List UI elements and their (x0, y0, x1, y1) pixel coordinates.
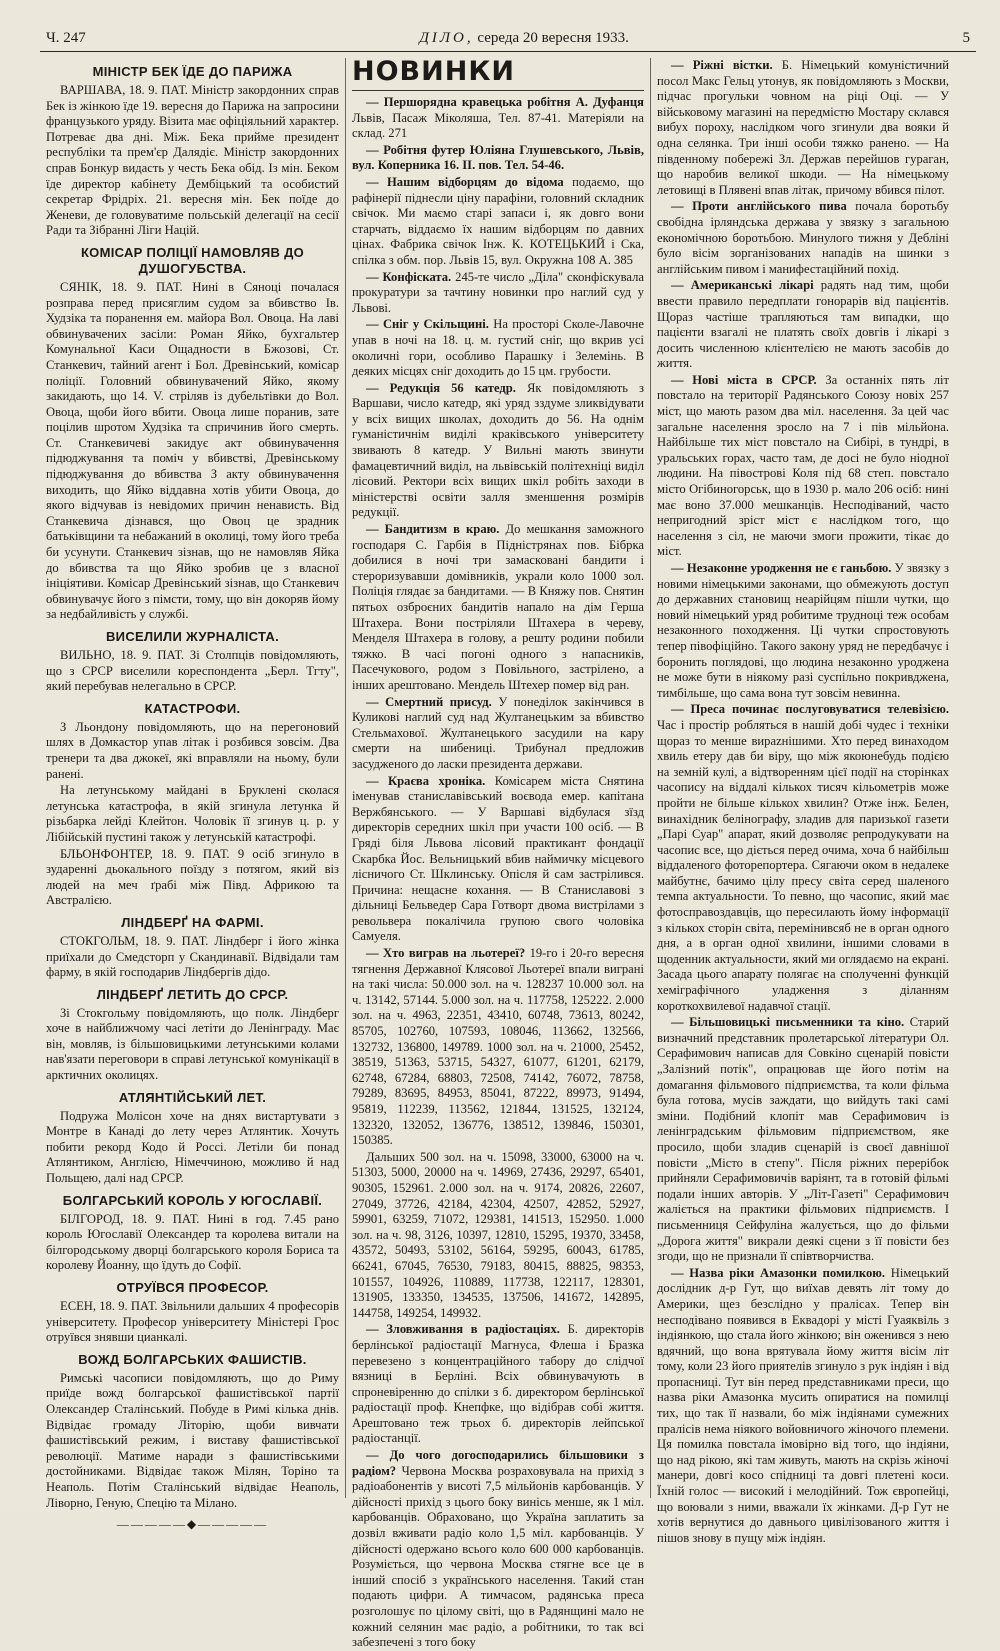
news-item-text: Старий визначний представник пролетарської літератури Ол. Серафимович написав для Совкіно сценарій повісти „Залізний потік", опрацював ще його потім на домагання фільмового підприємства, та коли фільма була готова, мусів заждати, що вийдуть такі самі зміни. Подібний клопіт мав Серафимович із ленінградським фільмовим підприємством, яке просило, щоби зладив сценарій із своєї давнішої повісти „Місто в степу". Після ріжних перерібок прийняли Серафимовичів варіянт, та в готовій фільмі подали інших авторів. У „Літ-Газеті" Серафимович жаліється на практики фільмових підприємств. І письменниця Сейфуліна жалується, що до фільми „Дорога життя" викрали деякі сцени з її повісти без згоди, що не признали її співтворчиства. (657, 1015, 950, 1264)
news-item-text: Дальших 500 зол. на ч. 15098, 33000, 63000 на ч. 51303, 5000, 20000 на ч. 14969, 27436, 29297, 65401, 90305, 152961. 2.000 зол. на ч. 9174, 20826, 22607, 27049, 37726, 42184, 42304, 42507, 42852, 52927, 59901, 63259, 71072, 129381, 141513, 152950. 1.000 зол. на ч. 98, 3126, 10397, 12810, 15295, 19370, 33458, 43572, 50493, 53102, 56164, 59295, 60043, 61785, 66241, 67045, 76530, 79183, 80415, 88825, 98353, 101557, 104926, 110889, 117738, 122117, 128301, 131905, 133350, 134535, 137506, 141672, 142895, 144758, 149254, 149932. (352, 1149, 644, 1320)
news-item-lead: — Редукція 56 катедр. (366, 380, 516, 395)
news-item (352, 270, 644, 317)
news-item-lead: — Нові міста в СРСР. (671, 372, 817, 387)
news-item-lead: — Незаконне уродження не є ганьбою. (671, 561, 892, 575)
news-item-text: подаємо, що рафінерії піднесли ціну парафіни, головний складник свічок. Ми маємо старі запаси і, як довго вони старчать, віддаємо їх нашим відборцям по давних цінах. Фабрика свічок Інж. К. КОТЕЦЬКИЙ і Ска, спілка з обм. пор. Львів 15, вул. Окружна 108 А. 385 (352, 174, 644, 267)
news-item-lead: — Нашим відборцям до відома (366, 174, 564, 189)
news-item-lead: — Краєва хроніка. (366, 773, 486, 788)
article-headline: БОЛГАРСЬКИЙ КОРОЛЬ У ЮГОСЛАВІЇ. (62, 1192, 323, 1208)
section-title-novynky: НОВИНКИ (352, 56, 644, 91)
newspaper-title: ДІЛО, (419, 30, 474, 46)
columns (40, 56, 976, 1650)
article-paragraph: СЯНІК, 18. 9. ПАТ. Нині в Сяноці почалася розправа перед присяглим судом за вбивство Ів. Худзіка та поранення ем. майора Вол. Овоцa. На лаві обвинувачених засіли: Роман Яйко, бухгальтер Комунальної Каси Ощадности в Бжозові, Ст. Станкевич, тайний агент і Бол. Древінський, комісар поліції. Головний обвинувачений Яйко, якому закидають, що 14. V. стріляв із дубельтівки до Вол. Овоца, щоби його вбити. Овоца лише поранив, зате поцілив шротом Худзіка та спричинив його смерть. Ст. Станкевичеві закидує акт обвинувачення підюджування та поміч у вбивстві, Древінському підюджування до вбивства З акту обвинувачення виходить, що Яйко віддавна хотів убити Овоца, до якого відчував із невідомих причин ненависть. Від Станкевича дізнався, що Овоц це зрадник батьківщини та небажаний в околиці, тому його треба би усунути. Станкевич зізнав, що не намовляв Яйка до вбивства та що Яйко зробив це з власної ініціятиви. Комісар Древінський зізнав, що Станкевич обвинувачує його з пімсти, тому, що він докоряв йому за недбайливість у службі. (46, 279, 339, 622)
news-item-lead: — Бандитизм в краю. (366, 522, 500, 537)
issue-date: середа 20 вересня 1933. (477, 30, 629, 46)
news-item (657, 278, 949, 372)
news-item (657, 58, 949, 198)
news-item-lead: — Преса починає послуговуватися телевізією. (671, 702, 949, 717)
article-paragraph: ВИЛЬНО, 18. 9. ПАТ. Зі Столпців повідомляють, що з СРСР виселили кореспондента „Берл. Тгту", який перебував нелегально в СРСР. (46, 648, 339, 694)
newspaper-title-line (419, 30, 629, 47)
article-paragraph: Римські часописи повідомляють, що до Риму приїде вожд болгарської фашистівської партії Олександер Сталінський. Побуде в Римі кілька днів. Відвідає громаду Літорію, щоби вивчати фашистівський режим, і виставу фашистівської революції. Матиме наради з фашистівськими достойниками. Відвідає також Мілян, Торіно та Неаполь. Потім Сталінський відвідає Неаполь, Ліворно, Геную, Спецію та Мілано. (46, 1370, 339, 1510)
news-item-text: Як повідомляють з Варшави, число катедр, які уряд зздуме зликвідувати у всіх вищих школах, доходить до 56. На однім гуманістичнім виділі краківського університету звивають 8 катедр. У Вильні мають звинути фамацевтичний виділ, на львівській політехніці виділ лісовий. Ректори всіх вищих шкіл робіть заходи в міністерстві освіти залля зменшення розмірів редукції. (352, 380, 645, 520)
news-item-text: почала боротьбу свобідна ірляндська держава у звязку з загальною економічною боротьбою. Минулого тижня у Дебліні було вісім зорганізованих нападів на шинки з англійським пивом і манифестаційний похід. (657, 199, 949, 276)
news-item-lead: — Смертний присуд. (366, 694, 492, 709)
article-headline: ОТРУЇВСЯ ПРОФЕСОР. (116, 1280, 269, 1295)
article-paragraph: На летунському майдані в Бруклені сколася летунська катастрофа, в якій згинула летунка й різьбарка лейді Клейтон. Чоловік її згинув ц. р. у Лібійській пустині також у летунській катастрофі. (46, 783, 339, 844)
news-item-text: У понеділок закінчився в Куликові наглий суд над Жултанецьким за вбивство Стельмахової. Жултанецького засудили на кару смерти на шибениці. Трибунал предложив засудженого до ласки президента держави. (352, 694, 644, 771)
article-headline: ВИСЕЛИЛИ ЖУРНАЛІСТА. (105, 629, 280, 644)
article-paragraph: БЛЬОНФОНТЕР, 18. 9. ПАТ. 9 осіб згинуло в зударенні дьокального поїзду з потягом, який віз людей на меч ґрабі між Півд. Африкою та Австралією. (46, 846, 339, 908)
news-item (352, 175, 644, 269)
news-item-lead: — Американські лікарі (671, 278, 814, 293)
article-paragraph: БІЛГОРОД, 18. 9. ПАТ. Нині в год. 7.45 рано король Югославії Олександер та королева витали на білгородському дворці болгарського короля Бориса та королеву Йоанну, що їдуть до Софії. (46, 1211, 339, 1273)
article-paragraph: СТОКГОЛЬМ, 18. 9. ПАТ. Ліндберг і його жінка приїхали до Смедсторп у Скандинавії. Відвідали там фарму, в якій господарив Ліндбергів дідо. (46, 933, 339, 980)
news-item-lead: — Конфіската. (366, 269, 452, 284)
news-item-lead: — Ріжні вістки. (671, 58, 773, 72)
news-item-text: На просторі Сколе-Лавочне упав в ночі на 18. ц. м. густий сніг, що вкрив усі околичні гори, особливо Парашку і Зелемінь. В деяких місцях сніг доходить до 15 цм. грубости. (352, 317, 644, 379)
news-item (352, 946, 644, 1149)
article-headline: КАТАСТРОФИ. (144, 700, 241, 716)
news-item (352, 1322, 644, 1447)
end-ornament: —————◆————— (116, 1517, 269, 1532)
news-item-text: Б. директорів берлінської радіостації Магнуса, Флеша і Бразка перевезено з концентраційного табору до слідчої вязниці в Берліні. Всіх обвинувачують в спроневіренню до спілки з б. директором берлінської радіостації проф. Кнепфке, що відібрав собі життя. Арештовано теж трьох б. директорів лейпської радіостанції. (352, 1322, 644, 1446)
news-item-text: Час і простір робляться в нашій добі чудес і техніки щораз то менше вирazнішими. Хто перед винаходом хвиль етеру дав би віру, що між якоюнебудь подією на земній кулі, а відтворенням цієї події на сторінках часопису на віддалі кількох тисяч кільометрів може пройти не більше кількох хвилин? Отже інж. Белен, винахідник белінографу, злaдив для паризької газети „Парі Суар" апарат, який дозволяє репродукувати на часопис все, що діється перед очима, хоча б найбільш віддаленого фоторепортера. Сягаючи оком в недалеке майбутнє, бачимо цілу пресу світа серед шаленого темпа актуальности. То певно, що часопис, який має фотосправоздавців, що пересилають йому інформації з кількох сторін світа, перемінивсяб не в орган одного дня, а в орган одної хвилини, іншими словами в щоденник актуальности, який ми оглядаємо на екрані. Засада цього апарату полягає на сполученні функцій хеміграфічного уладження з діланням короткохвилевої надавчої стації. (657, 717, 949, 1013)
news-item-text: Б. Німецький комуністичний посол Макс Гельц утонув, як повідомляють з Москви, підчас прогульки човном на ріці Оці. — У військовому магазині на передмістю Мостару склався вибух пороху, наслідком чого згинули два вояки й одна селянка. Три інші особи тяжко ранено. — На південному побережі Зл. Держав перейшов гураган, що наробив великої шкоди. — На німецькому летовищі в Плявені впав літак, причому вбився пілот. (657, 58, 949, 197)
news-item (352, 381, 644, 521)
article-paragraph: Подружа Молісон хоче на днях вистартувати з Монтре в Канаді до лету через Атлянтик. Хочуть побити рекорд Кодо й Россі. Летіли би понад Атлянтиком, Англією, Німеччиною, можливо й над Польщею, далі над СРСР. (46, 1108, 339, 1186)
news-items (352, 95, 644, 1651)
article-headline: МІНІСТР БЕК ЇДЕ ДО ПАРИЖА (92, 64, 293, 79)
news-item-lead: — Більшовицькі письменники та кіно. (671, 1015, 905, 1030)
column-1 (40, 58, 345, 1532)
news-item (657, 702, 949, 1014)
news-item-lead: — Зловживання в радіостаціях. (366, 1322, 560, 1337)
news-item (657, 1015, 949, 1265)
news-item (352, 143, 644, 174)
news-item (352, 695, 644, 773)
news-item (352, 1448, 644, 1651)
article-paragraph: Зі Стокгольму повідомляють, що полк. Ліндберг хоче в найближчому часі летіти до Ленінграду. Має він, мовляв, із більшовицькими летунськими колами нав'язати переговори в справі летунської комунікації в арктичних околицях. (46, 1005, 339, 1083)
news-item-lead: — Проти англійського пива (671, 199, 847, 214)
article-paragraph: ЕСЕН, 18. 9. ПАТ. Звільнили дальших 4 професорів університету. Професор університету Міністері Грос отруївся знявши цианкалі. (46, 1299, 339, 1345)
news-item-text: Львів, Пасаж Міколяша, Тел. 87-41. Матеріяли на склад. 271 (352, 110, 644, 141)
page-header (40, 30, 976, 52)
column-2 (345, 56, 650, 1650)
news-item-text: Комісарем міста Снятина іменував станиславівський воєвода емер. капітана Вержбянського. — У Варшаві відбулася зїзд директорів середних шкіл при участи 100 осіб. — В Гряді біля Львова лісовий практикант фондації Скарбка Йос. Вельницький вбив наймичку місцевого лісничого Ст. Шклинську. Опісля й сам застрілився. Причина: нещасне кохання. — В Станиславові з дільниці Бельведер Сара Готворт двома вистрілами з револьвера покалічила групою свого чоловіка Самуеля. (352, 773, 644, 944)
article-paragraph: ВАРШАВА, 18. 9. ПАТ. Міністр закордонних справ Бек із жінкою їде 19. вересня до Парижа на запросини французького уряду. Візита має офіціяльний характер. Потреває два дні. Між. Бека прийме президент республіки та прем'єр Далядіє. Міністр закордонних справ Бонкур видасть у честь Бека обід. Із мін. Беком їде директор кабінету Дембіцький та особистий секретар Фрідріх. 21. вересня мін. Бек поїде до Женеви, де головуватиме польській делегації на сесії Ради та Зібранні Ліги Націй. (46, 83, 339, 238)
news-item-text: За останніх пять літ повстало на території Радянського Союзу новіх 257 міст, що мають разом два міл. населення. За цей час загальне населення зросло на 7 і пів мільйона. Найбільше тих міст повстало на Сибірі, в тундрі, в уральських горах, часто там, де досі не було ніодної людини. На півострові Коля під 68 степ. повстало місто Огібиногорськ, що в 1930 р. мало 206 осіб: нині має воно 37.000 мешканців. Несподіваний, часто непригодний зріст міст є наслідком того, що населення з сіл, не маючи змоги прожити, тікає до міст. (657, 372, 949, 559)
news-item-lead: — Сніг у Скільщині. (366, 317, 489, 332)
news-item-text: Німецький дослідник д-р Гут, що виїхав девять літ тому до Америки, щез безслідно у пралісах. Тепер він несподівано появився в Еквадорі у місті Гуаяквіль з індіянкою, що стала його жінкою; він оженився з нею вдячний, що вона врятувала йому життя вісім літ тому, коли 23 його приятелів згинуло з рук індіян і від пропасниці. Тут він перед представниками преси, що назва ріки Амазонка мусить опиратися на помилці тих, що так її назвали, бо між індіянами сумежних пралісів нема ніякого войовничого жіночого племени. Ця помилка повстала імовірно від того, що індіяни, що над рікою, які там живуть, мають на скрізь жіночі манери, довгі косо спідниці та довгі плетені коси. Їхній голос — високий і мелодійний. Тож європейці, що воювали з ними, вважали їх жінками. Д-р Гут не хотів вернутися до давнього цивілізованого життя і пішов знову в пущу між індіян. (657, 1265, 949, 1545)
news-item-text: 19-го і 20-го вересня тягнення Державної Клясової Льотереї впали виграні на такі числа: 50.000 зол. на ч. 128237 10.000 зол. на ч. 13142, 57144. 5.000 зол. на ч. 117758, 125222. 2.000 зол. на ч. 4963, 22351, 43410, 60748, 73613, 80242, 85705, 102760, 107593, 108046, 113662, 132566, 132732, 136800, 149789. 1000 зол. на ч. 21000, 25452, 38519, 51363, 53715, 54327, 61077, 61201, 62179, 62748, 67284, 68803, 72508, 74142, 76072, 78758, 79289, 83695, 84953, 85041, 87222, 89973, 91494, 95819, 112239, 113562, 121844, 131525, 132124, 132320, 132052, 136776, 138512, 139846, 150301, 150385. (352, 946, 644, 1148)
article-paragraph: З Льондону повідомляють, що на перегоновий шлях в Домкастор упав літак і розбився зовсім. Два тренери та два джокеї, які вправляли на ньому, були ранені. (46, 719, 339, 781)
news-item (352, 774, 644, 946)
news-item-lead: — Назва ріки Амазонки помилкою. (671, 1265, 886, 1280)
news-item-text: У звязку з новими німецькими законами, що обмежують доступ до державних становищ неарійцям пішли чутки, що новий німецький уряд робитиме трудноці теж особам незаконного походження. Ці чутки спростовують тепер півофіційно. Такого закону уряд не передбачує і боронить поглядові, що людина незаконно уроджена не може бути в ніякому разі суспільно покривджена, тимбільше, що сама вона тут зовсім невинна. (657, 561, 949, 700)
article-headline: ЛІНДБЕРҐ НА ФАРМІ. (121, 914, 264, 930)
news-item (657, 561, 949, 701)
news-item-lead: — Робітня футер Юліяна Глушевського, Львів, вул. Коперника 16. ІІ. пов. Тел. 54-46. (352, 142, 644, 173)
news-item (352, 95, 644, 142)
issue-number: Ч. 247 (46, 30, 86, 46)
news-item (352, 1150, 644, 1322)
news-item-lead: — До чого догосподарились більшовики з радіом? (352, 1448, 644, 1478)
article-headline: АТЛЯНТІЙСЬКИЙ ЛЕТ. (118, 1089, 267, 1105)
news-item-text: радять над тим, щоби ввести правило передплати гонорарів від пацієнтів. Щораз частіше трапляються там випадки, що пацієнти взагалі не платять своїх довгів і лікарі з досить численною клієнтелією не мають засобів до життя. (657, 278, 950, 371)
news-item (657, 1266, 949, 1547)
news-item-text: 245-те число „Діла" сконфіскувала прокуратури за тачтину новинки про наглий суд у Львові. (352, 269, 644, 315)
news-item (352, 317, 644, 379)
article-headline: КОМІСАР ПОЛІЦІЇ НАМОВЛЯВ ДО ДУШОГУБСТВА. (80, 244, 305, 276)
article-headline: ВОЖД БОЛГАРСЬКИХ ФАШИСТІВ. (78, 1351, 307, 1367)
news-item-lead: — Хто виграв на льотереї? (366, 946, 526, 961)
news-item-text: До мешкання заможного господаря С. Гарбія в Підністрянах пов. Бібрка добилися в ночі три замасковані бандити і стероризувавши домівників, украли коло 1000 зол. Поліція глядає за бандитами. — В Княжу пов. Снятин пятьох озброєних бандитів напало на дім Герша Штахера. Вони постріляли Штахера в череву, Менделя Штахера в голову, а решту родини побили тяжко. В часі погоні одного з напасників, Пасечукового, родом з Повільного, застрілено, а інших арештовано. Мендель Штехер помер від ран. (352, 522, 644, 692)
news-item (657, 199, 949, 277)
article-headline: ЛІНДБЕРҐ ЛЕТИТЬ ДО СРСР. (96, 986, 289, 1002)
column-3 (650, 58, 955, 1545)
news-item (657, 373, 949, 560)
news-item-lead: — Першорядна кравецька робітня А. Дуфанця (366, 95, 644, 109)
page-number: 5 (962, 30, 970, 46)
news-item (352, 522, 644, 694)
news-item-text: Червона Москва розраховувала на прихід з радіоабонентів у висоті 7,5 мільйонів карбованців. У дійсності прихід з цього боку винісь менше, як 1 міл. карбованців. Обраховано, що Україна заплатить за дозвіл вживати радіо коло 1,5 міл. карбованців. У дійсності одержано всього коло 600 000 карбованців. Розуміється, що червона Москва стягне все це в інший спосіб з українського населення. Такий стан подають цифри. А тимчасом, радянська преса розголошує по цілому світі, що в Радянщині мало не кожний селянин має радіо, а робітники, то так всі забезпечені з того боку (352, 1463, 644, 1650)
